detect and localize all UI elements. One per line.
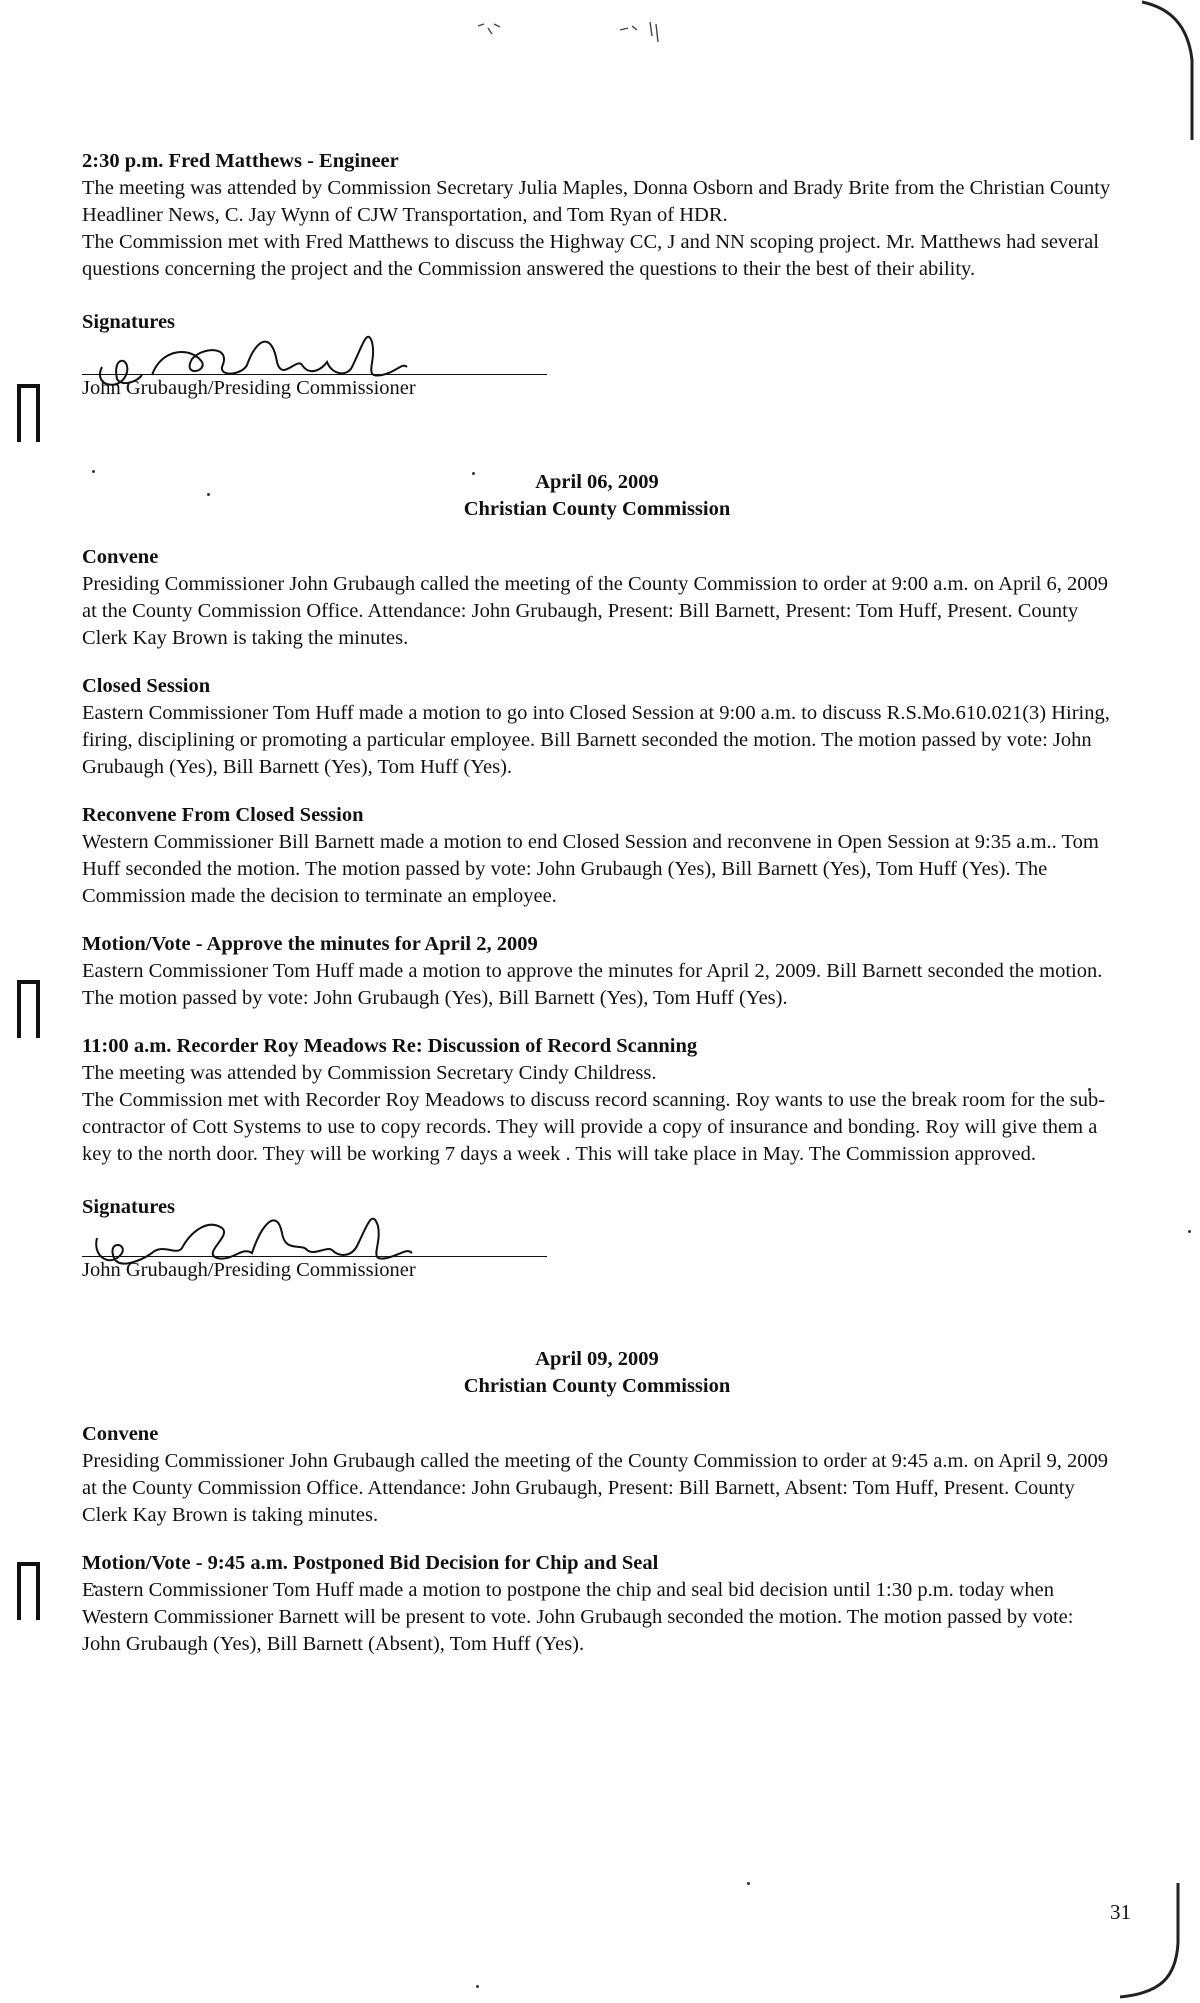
convene-heading: Convene: [82, 1423, 159, 1445]
attendance-paragraph: The meeting was attended by Commission Secretary Julia Maples, Donna Osborn and Brady Brite from the Christian County Headliner News, C. Jay Wynn of CJW Transportation, and Tom Ryan of HDR.: [82, 177, 1111, 226]
binder-hole-mark: [16, 978, 42, 1040]
signatures-heading: Signatures: [82, 311, 176, 333]
motion-vote-text: Eastern Commissioner Tom Huff made a motion to approve the minutes for April 2, 2009. Bill Barnett seconded the motion. The motion passed by vote: John Grubaugh (Yes), Bill Barnett (Yes), Tom Huff (Yes).: [82, 960, 1103, 1009]
convene-text: Presiding Commissioner John Grubaugh called the meeting of the County Commission to order at 9:45 a.m. on April 9, 2009 at the County Commission Office. Attendance: John Grubaugh, Present: Bill Barnett, Absent: Tom Huff, Present. County Clerk Kay Brown is taking minutes.: [82, 1450, 1109, 1526]
closed-session-heading: Closed Session: [82, 675, 211, 697]
meeting-april-06: [82, 469, 1112, 1168]
motion-vote-heading: Motion/Vote - 9:45 a.m. Postponed Bid Decision for Chip and Seal: [82, 1552, 659, 1574]
discussion-paragraph: The Commission met with Fred Matthews to discuss the Highway CC, J and NN scoping project. Mr. Matthews had several questions concerning the project and the Commission answered the questions to their the best of their ability.: [82, 231, 1099, 280]
page-number: 31: [1110, 1900, 1131, 1924]
section-fred-matthews: [82, 148, 1112, 283]
recorder-attendance: The meeting was attended by Commission Secretary Cindy Childress.: [82, 1062, 657, 1084]
motion-vote-heading: Motion/Vote - Approve the minutes for April 2, 2009: [82, 933, 538, 955]
recorder-heading: 11:00 a.m. Recorder Roy Meadows Re: Discussion of Record Scanning: [82, 1035, 698, 1057]
convene-text: Presiding Commissioner John Grubaugh called the meeting of the County Commission to order at 9:00 a.m. on April 6, 2009 at the County Commission Office. Attendance: John Grubaugh, Present: Bill Barnett, Present: Tom Huff, Present. County Clerk Kay Brown is taking the minutes.: [82, 573, 1109, 649]
meeting-date: April 06, 2009: [535, 471, 659, 493]
meeting-body: Christian County Commission: [463, 498, 731, 520]
meeting-date: April 09, 2009: [535, 1348, 659, 1370]
signer-name: John Grubaugh/Presiding Commissioner: [82, 1259, 416, 1281]
binder-hole-mark: [16, 1560, 42, 1622]
signature-block: [82, 1194, 1112, 1344]
closed-session-text: Eastern Commissioner Tom Huff made a motion to go into Closed Session at 9:00 a.m. to discuss R.S.Mo.610.021(3) Hiring, firing, disciplining or promoting a particular employee. Bill Barnett seconded the motion. The motion passed by vote: John Grubaugh (Yes), Bill Barnett (Yes), Tom Huff (Yes).: [82, 702, 1110, 778]
signature-block: [82, 309, 1112, 449]
signer-name: John Grubaugh/Presiding Commissioner: [82, 377, 416, 399]
signatures-heading: Signatures: [82, 1196, 176, 1218]
scan-noise-marks: [470, 14, 730, 50]
section-heading: 2:30 p.m. Fred Matthews - Engineer: [82, 150, 399, 172]
minutes-content: [82, 148, 1112, 1658]
reconvene-text: Western Commissioner Bill Barnett made a motion to end Closed Session and reconvene in Open Session at 9:35 a.m.. Tom Huff seconded the motion. The motion passed by vote: John Grubaugh (Yes), Bill Barnett (Yes), Tom Huff (Yes). The Commission made the decision to terminate an employee.: [82, 831, 1099, 907]
page-edge-curve-top: [1140, 0, 1200, 140]
recorder-discussion: The Commission met with Recorder Roy Meadows to discuss record scanning. Roy wants to use the break room for the sub-contractor of Cott Systems to use to copy records. They will provide a copy of insurance and bonding. Roy will give them a key to the north door. They will be working 7 days a week . This will take place in May. The Commission approved.: [82, 1089, 1106, 1165]
convene-heading: Convene: [82, 546, 159, 568]
reconvene-heading: Reconvene From Closed Session: [82, 804, 364, 826]
motion-vote-text: Eastern Commissioner Tom Huff made a motion to postpone the chip and seal bid decision until 1:30 p.m. today when Western Commissioner Barnett will be present to vote. John Grubaugh seconded the motion. The motion passed by vote: John Grubaugh (Yes), Bill Barnett (Absent), Tom Huff (Yes).: [82, 1579, 1074, 1655]
meeting-body: Christian County Commission: [463, 1375, 731, 1397]
page-edge-curve-bottom: [1120, 1883, 1200, 2003]
binder-hole-mark: [16, 382, 42, 444]
meeting-april-09: [82, 1346, 1112, 1658]
